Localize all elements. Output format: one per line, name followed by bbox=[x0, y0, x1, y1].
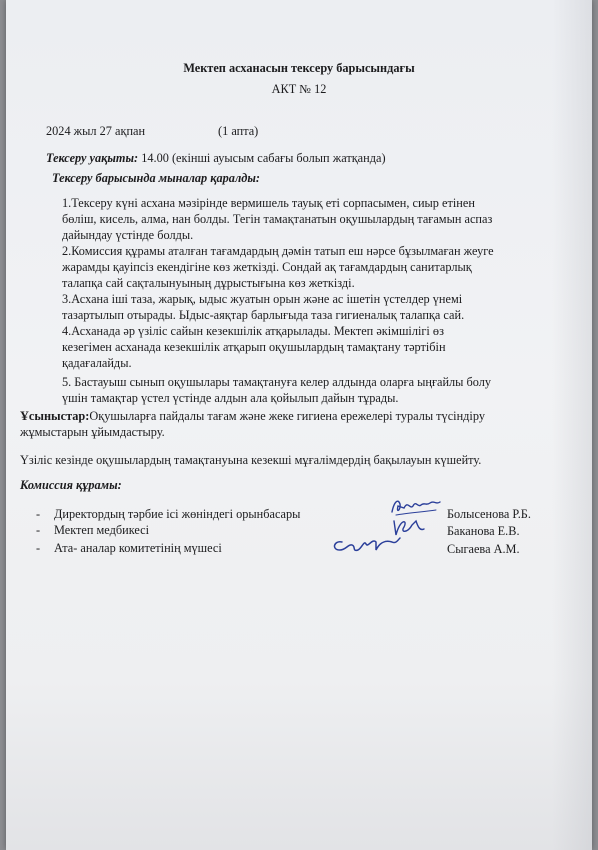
document-date: 2024 жыл 27 ақпан bbox=[46, 124, 146, 138]
item-5-line-1: 5. Бастауыш сынып оқушылары тамақтануға келер алдында оларға ыңғайлы болу bbox=[62, 375, 492, 389]
member-1-dash: - bbox=[36, 507, 41, 521]
member-2-role: Мектеп медбикесі bbox=[54, 523, 150, 537]
item-4-line-1: 4.Асханада әр үзіліс сайын кезекшілік атқарылады. Мектеп әкімшілігі өз bbox=[62, 324, 444, 338]
item-1-line-2: бөліш, кисель, алма, нан болды. Тегін тамақтанатын оқушылардың тағамын аспаз bbox=[62, 212, 493, 226]
item-2-line-2: жарамды қауіпсіз екендігіне көз жеткізді. Сондай ақ тағамдардың санитарлық bbox=[62, 260, 472, 274]
reviewed-heading: Тексеру барысында мыналар қаралды: bbox=[52, 171, 260, 185]
member-1-name: Болысенова Р.Б. bbox=[447, 507, 531, 521]
commission-heading: Комиссия құрамы: bbox=[20, 478, 122, 492]
document-week: (1 апта) bbox=[218, 124, 259, 138]
recommendations-line-2: жұмыстарын ұйымдастыру. bbox=[20, 425, 165, 439]
monitoring-line: Үзіліс кезінде оқушылардың тамақтануына кезекші мұғалімдердің бақылауын күшейту. bbox=[20, 453, 482, 467]
item-5-line-2: үшін тамақтар үстел үстінде алдын ала қойылып дайын тұрады. bbox=[62, 391, 399, 405]
signature-3-icon bbox=[328, 532, 402, 558]
item-1-line-3: дайындау үстінде болды. bbox=[62, 228, 194, 242]
act-number: АКТ № 12 bbox=[271, 82, 327, 96]
member-2-dash: - bbox=[36, 523, 41, 537]
member-3-dash: - bbox=[36, 541, 41, 555]
item-2-line-1: 2.Комиссия құрамы аталған тағамдардың дәмін татып еш нәрсе бұзылмаған жеуге bbox=[62, 244, 494, 258]
document-sheet bbox=[6, 0, 592, 850]
item-1-line-1: 1.Тексеру күні асхана мәзірінде вермишель тауық еті сорпасымен, сиыр етінен bbox=[62, 196, 475, 210]
check-time-value: 14.00 (екінші ауысым сабағы болып жатқанда) bbox=[138, 151, 386, 165]
paper-shadow bbox=[552, 0, 592, 850]
member-1-role: Директордың тәрбие ісі жөніндегі орынбасары bbox=[54, 507, 301, 521]
recommendations-text: Оқушыларға пайдалы тағам және жеке гигиена ережелері туралы түсіндіру bbox=[89, 409, 485, 423]
recommendations-label: Ұсыныстар: bbox=[20, 409, 90, 423]
item-3-line-1: 3.Асхана іші таза, жарық, ыдыс жуатын орын және ас ішетін үстелдер үнемі bbox=[62, 292, 463, 306]
check-time-line bbox=[46, 151, 386, 165]
item-4-line-2: кезегімен асханада кезекшілік атқарып оқушылардың тамақтану тәртібін bbox=[62, 340, 446, 354]
member-2-name: Баканова Е.В. bbox=[447, 524, 520, 538]
item-3-line-2: тазартылып отырады. Ыдыс-аяқтар барлығыда таза гигиеналық талапқа сай. bbox=[62, 308, 465, 322]
check-time-label: Тексеру уақыты: bbox=[46, 151, 139, 165]
member-3-name: Сыгаева А.М. bbox=[447, 542, 520, 556]
document-title: Мектеп асханасын тексеру барысындағы bbox=[183, 61, 415, 75]
item-4-line-3: қадағалайды. bbox=[62, 356, 132, 370]
member-3-role: Ата- аналар комитетінің мүшесі bbox=[54, 541, 222, 555]
recommendations-line-1 bbox=[20, 409, 485, 423]
item-2-line-3: талапқа сай сақталынуының дұрыстығына көз жеткізді. bbox=[62, 276, 355, 290]
